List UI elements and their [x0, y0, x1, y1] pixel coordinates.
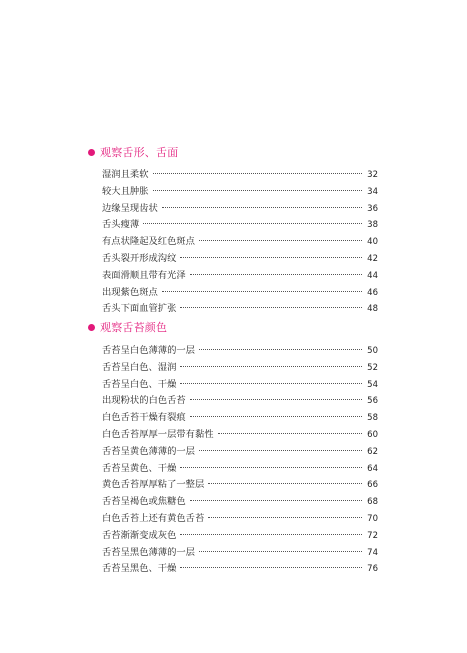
- toc-entry-page: 48: [367, 304, 378, 315]
- toc-entry[interactable]: [90, 544, 378, 561]
- dot-leader: [180, 534, 362, 535]
- toc-entry[interactable]: [90, 216, 378, 233]
- toc-entry-label: 舌苔呈褐色或焦糖色: [102, 496, 186, 508]
- dot-leader: [190, 500, 362, 501]
- toc-entry-page: 58: [367, 413, 378, 424]
- toc-entry-label: 舌苔呈白色、干燥: [102, 378, 177, 390]
- toc-entry-label: 白色舌苔干燥有裂痕: [102, 412, 186, 424]
- dot-leader: [199, 349, 362, 350]
- dot-leader: [199, 551, 362, 552]
- toc-entry-page: 76: [367, 564, 378, 575]
- toc-entry-page: 46: [367, 287, 378, 298]
- toc-list: [90, 337, 378, 577]
- toc-entry[interactable]: [90, 250, 378, 267]
- dot-leader: [162, 207, 362, 208]
- toc-entry-page: 70: [367, 513, 378, 524]
- toc-entry-page: 42: [367, 253, 378, 264]
- bullet-dot-icon: [88, 324, 95, 331]
- toc-entry[interactable]: [90, 376, 378, 393]
- dot-leader: [208, 517, 362, 518]
- toc-entry[interactable]: [90, 267, 378, 284]
- toc-entry[interactable]: [90, 476, 378, 493]
- toc-entry[interactable]: [90, 359, 378, 376]
- toc-entry-page: 34: [367, 186, 378, 197]
- toc-entry[interactable]: [90, 409, 378, 426]
- toc-entry-label: 舌苔呈白色、湿润: [102, 361, 177, 373]
- toc-entry-label: 有点状隆起及红色斑点: [102, 236, 195, 248]
- dot-leader: [153, 173, 363, 174]
- toc-entry[interactable]: [90, 342, 378, 359]
- toc-entry-page: 60: [367, 429, 378, 440]
- bullet-dot-icon: [88, 149, 95, 156]
- toc-entry[interactable]: [90, 166, 378, 183]
- dot-leader: [218, 433, 362, 434]
- dot-leader: [190, 274, 362, 275]
- toc-entry[interactable]: [90, 493, 378, 510]
- toc-entry-page: 62: [367, 446, 378, 457]
- toc-entry-label: 出现紫色斑点: [102, 286, 158, 298]
- toc-entry-page: 66: [367, 480, 378, 491]
- dot-leader: [180, 307, 362, 308]
- toc-entry-page: 44: [367, 270, 378, 281]
- dot-leader: [190, 399, 362, 400]
- toc-entry[interactable]: [90, 300, 378, 317]
- toc-entry-label: 表面滑顺且带有光泽: [102, 269, 186, 281]
- toc-entry[interactable]: [90, 284, 378, 301]
- toc-entry-label: 舌苔呈白色薄薄的一层: [102, 345, 195, 356]
- toc-section-tongue-shape: [90, 142, 378, 317]
- toc-entry-label: 边缘呈现齿状: [102, 202, 158, 214]
- toc-list: [90, 162, 378, 317]
- toc-entry-label: 湿润且柔软: [102, 169, 149, 180]
- toc-entry-page: 56: [367, 396, 378, 407]
- dot-leader: [199, 240, 362, 241]
- toc-entry-label: 舌苔渐渐变成灰色: [102, 529, 177, 541]
- toc-entry-label: 舌头裂开形成沟纹: [102, 252, 177, 264]
- section-title: 观察舌形、舌面: [100, 146, 179, 159]
- toc-entry-page: 40: [367, 237, 378, 248]
- toc-entry-page: 38: [367, 220, 378, 231]
- dot-leader: [143, 223, 362, 224]
- dot-leader: [153, 190, 363, 191]
- toc-entry[interactable]: [90, 392, 378, 409]
- section-header: [88, 317, 378, 337]
- toc-entry-page: 68: [367, 497, 378, 508]
- toc-entry-label: 舌头瘦薄: [102, 219, 140, 231]
- dot-leader: [208, 483, 362, 484]
- toc-entry-label: 舌头下面血管扩张: [102, 303, 177, 315]
- dot-leader: [190, 416, 362, 417]
- toc-entry-page: 64: [367, 463, 378, 474]
- toc-entry-page: 74: [367, 547, 378, 558]
- toc-entry-label: 黄色舌苔厚厚粘了一整层: [102, 479, 205, 491]
- toc-entry[interactable]: [90, 460, 378, 477]
- toc-entry-page: 54: [367, 379, 378, 390]
- section-header: [88, 142, 378, 162]
- toc-entry[interactable]: [90, 200, 378, 217]
- toc-entry-page: 36: [367, 203, 378, 214]
- toc-entry-label: 舌苔呈黑色薄薄的一层: [102, 546, 195, 558]
- toc-entry-label: 舌苔呈黑色、干燥: [102, 563, 177, 575]
- section-title: 观察舌苔颜色: [100, 321, 168, 334]
- toc-entry[interactable]: [90, 510, 378, 527]
- toc-entry-label: 舌苔呈黄色、干燥: [102, 462, 177, 474]
- toc-entry-page: 50: [367, 346, 378, 356]
- toc-entry[interactable]: [90, 443, 378, 460]
- toc-entry-page: 72: [367, 530, 378, 541]
- dot-leader: [180, 257, 362, 258]
- toc-entry[interactable]: [90, 426, 378, 443]
- dot-leader: [180, 366, 362, 367]
- toc-entry[interactable]: [90, 183, 378, 200]
- toc-entry-page: 52: [367, 362, 378, 373]
- toc-entry[interactable]: [90, 233, 378, 250]
- dot-leader: [199, 450, 362, 451]
- toc-entry-label: 白色舌苔上还有黄色舌苔: [102, 512, 205, 524]
- toc-entry-label: 舌苔呈黄色薄薄的一层: [102, 445, 195, 457]
- toc-entry-page: 32: [367, 170, 378, 180]
- toc-entry-label: 出现粉状的白色舌苔: [102, 395, 186, 407]
- toc-entry-label: 较大且肿胀: [102, 185, 149, 197]
- toc-entry[interactable]: [90, 560, 378, 577]
- dot-leader: [162, 291, 362, 292]
- toc-entry-label: 白色舌苔厚厚一层带有黏性: [102, 428, 214, 440]
- dot-leader: [180, 383, 362, 384]
- toc-entry[interactable]: [90, 527, 378, 544]
- dot-leader: [180, 567, 362, 568]
- toc-section-tongue-coating: [90, 317, 378, 577]
- dot-leader: [180, 467, 362, 468]
